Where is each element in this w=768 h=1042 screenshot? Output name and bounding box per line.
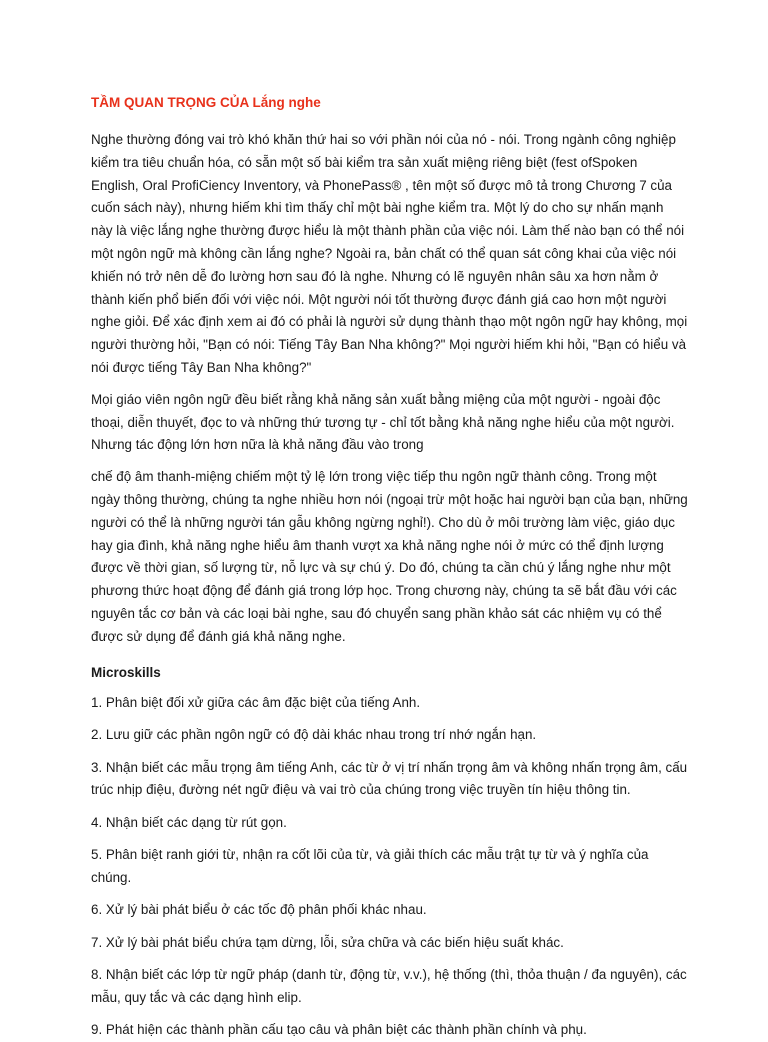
list-item: 2. Lưu giữ các phần ngôn ngữ có độ dài khác nhau trong trí nhớ ngắn hạn. xyxy=(91,727,537,743)
list-item: 7. Xử lý bài phát biểu chứa tạm dừng, lỗi, sửa chữa và các biến hiệu suất khác. xyxy=(91,934,564,950)
document-title: TẦM QUAN TRỌNG CỦA Lắng nghe xyxy=(91,95,321,110)
section-heading-microskills: Microskills xyxy=(91,664,161,680)
list-item: 1. Phân biệt đối xử giữa các âm đặc biệt của tiếng Anh. xyxy=(91,694,421,710)
list-item: 5. Phân biệt ranh giới từ, nhận ra cốt lõi của từ, và giải thích các mẫu trật tự từ và ý nghĩa của chúng. xyxy=(91,847,649,885)
paragraph-aural-mode: chế độ âm thanh-miệng chiếm một tỷ lệ lớn trong việc tiếp thu ngôn ngữ thành công. Trong một ngày thông thường, chúng ta nghe nhiều hơn nói (ngoại trừ một hoặc hai người bạn của bạn, những người có thể là những người tán gẫu không ngừng nghỉ!). Cho dù ở môi trường làm việc, giáo dục hay gia đình, khả năng nghe hiểu âm thanh vượt xa khả năng nghe nói ở mức có thể định lượng được về thời gian, số lượng từ, nỗ lực và sự chú ý. Do đó, chúng ta cần chú ý lắng nghe như một phương thức hoạt động để đánh giá trong lớp học. Trong chương này, chúng ta sẽ bắt đầu với các nguyên tắc cơ bản và các loại bài nghe, sau đó chuyển sang phần khảo sát các nhiệm vụ có thể được sử dụng để đánh giá khả năng nghe. xyxy=(91,469,688,644)
list-item: 4. Nhận biết các dạng từ rút gọn. xyxy=(91,814,287,830)
list-item: 6. Xử lý bài phát biểu ở các tốc độ phân phối khác nhau. xyxy=(91,902,427,918)
list-item: 9. Phát hiện các thành phần cấu tạo câu và phân biệt các thành phần chính và phụ. xyxy=(91,1022,587,1038)
list-item: 8. Nhận biết các lớp từ ngữ pháp (danh từ, động từ, v.v.), hệ thống (thì, thỏa thuận / đa nguyên), các mẫu, quy tắc và các dạng hình elip. xyxy=(91,967,687,1005)
list-item: 3. Nhận biết các mẫu trọng âm tiếng Anh, các từ ở vị trí nhấn trọng âm và không nhấn trọng âm, cấu trúc nhịp điệu, đường nét ngữ điệu và vai trò của chúng trong việc truyền tín hiệu thông tin. xyxy=(91,759,688,798)
paragraph-teachers: Mọi giáo viên ngôn ngữ đều biết rằng khả năng sản xuất bằng miệng của một người - ngoài độc thoại, diễn thuyết, đọc to và những thứ tương tự - chỉ tốt bằng khả năng nghe hiểu của một người. Nhưng tác động lớn hơn nữa là khả năng đầu vào trong xyxy=(91,391,675,453)
microskills-list xyxy=(91,692,688,1042)
paragraph-intro: Nghe thường đóng vai trò khó khăn thứ hai so với phần nói của nó - nói. Trong ngành công nghiệp kiểm tra tiêu chuẩn hóa, có sẵn một số bài kiểm tra sản xuất miệng riêng biệt (fest ofSpoken English, Oral ProfiCiency Inventory, và PhonePass® , tên một số được mô tả trong Chương 7 của cuốn sách này), nhưng hiếm khi tìm thấy chỉ một bài nghe kiểm tra. Một lý do cho sự nhấn mạnh này là việc lắng nghe thường được hiểu là một thành phần của việc nói. Làm thế nào bạn có thể nói một ngôn ngữ mà không cần lắng nghe? Ngoài ra, bản chất có thể quan sát công khai của việc nói khiến nó trở nên dễ đo lường hơn sau đó là nghe. Nhưng có lẽ nguyên nhân sâu xa hơn nằm ở thành kiến phổ biến đối với việc nói. Một người nói tốt thường được đánh giá cao hơn một người nghe giỏi. Để xác định xem ai đó có phải là người sử dụng thành thạo một ngôn ngữ hay không, mọi người thường hỏi, "Bạn có nói: Tiếng Tây Ban Nha không?" Mọi người hiếm khi hỏi, "Bạn có hiểu và nói được tiếng Tây Ban Nha không?" xyxy=(91,132,688,375)
